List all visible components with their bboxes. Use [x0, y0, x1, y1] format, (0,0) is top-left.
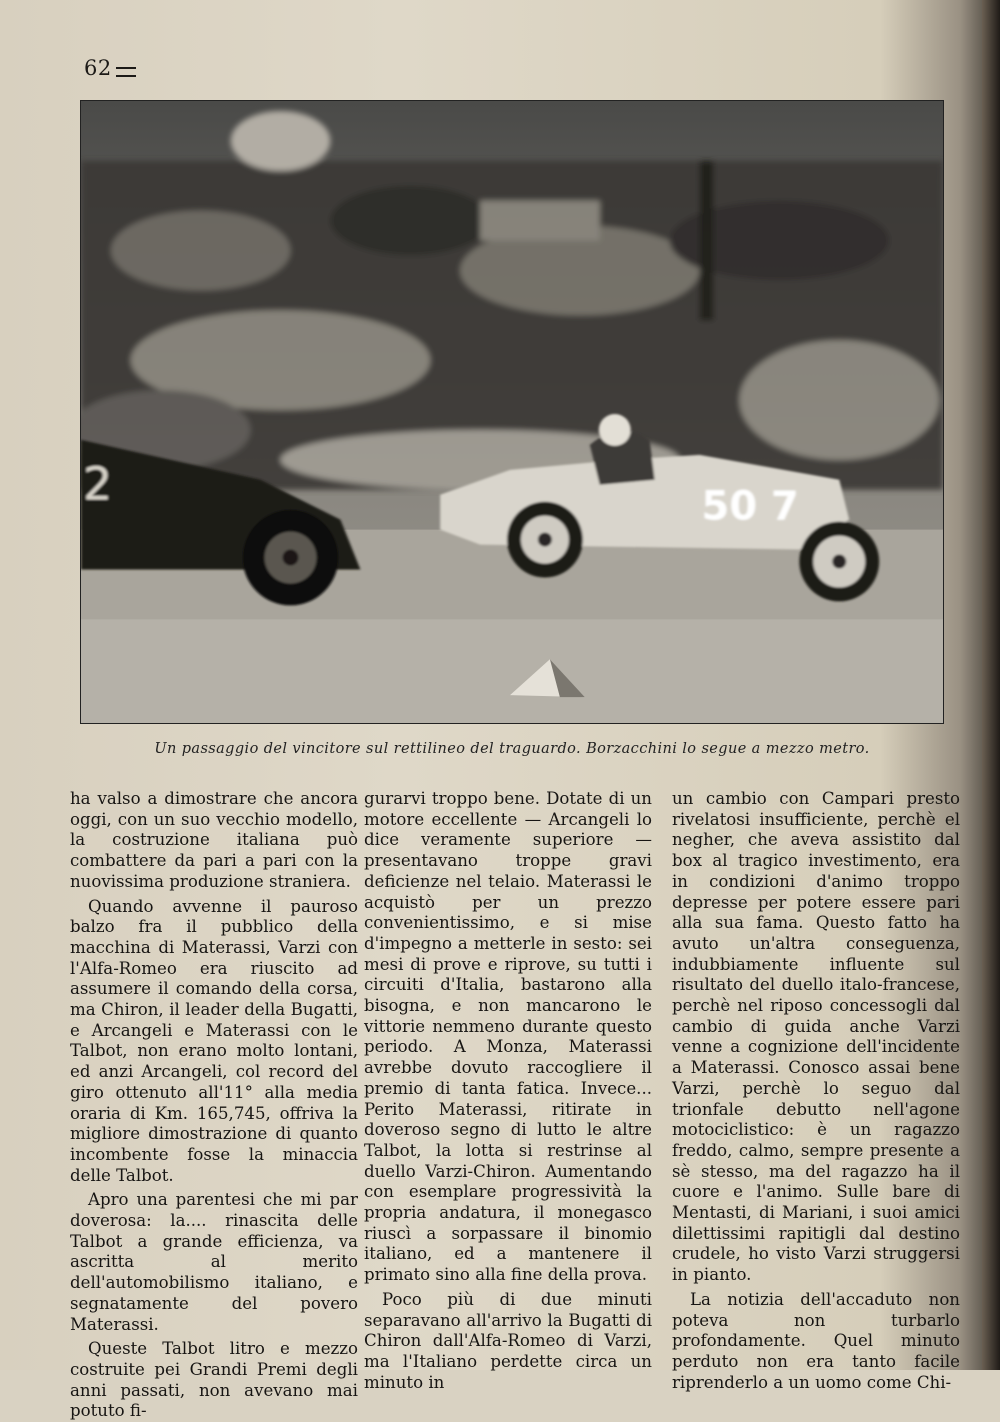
page-number: 62: [84, 56, 112, 80]
text-column-1: [70, 789, 358, 1422]
race-photo-image: [81, 101, 943, 723]
car-right-number: 50 7: [701, 483, 799, 530]
paragraph: Quando avvenne il pauroso balzo fra il pubblico della macchina di Materassi, Varzi con l'Alfa-Romeo era riuscito ad assumere il comando della corsa, ma Chiron, il leader della Bugatti, e Arcangeli e Materassi con le Talbot, non erano molto lontani, ed anzi Arcangeli, col record del giro ottenuto all'11° alla media oraria di Km. 165,745, offriva la migliore dimostrazione di quanto incombente fosse la minaccia delle Talbot.: [70, 896, 358, 1185]
page-number-rule: [116, 67, 136, 77]
paragraph: gurarvi troppo bene. Dotate di un motore eccellente — Arcangeli lo dice veramente superiore — presentavano troppe gravi deficienze nel telaio. Materassi le acquistò per un prezzo convenientissimo, e si mise d'impegno a metterle in sesto: sei mesi di prove e riprove, su tutti i circuiti d'Italia, bastarono alla bisogna, e non mancarono le vittorie nemmeno durante questo periodo. A Monza, Materassi avrebbe dovuto raccogliere il premio di tanta fatica. Invece... Perito Materassi, ritirate in doveroso segno di lutto le altre Talbot, la lotta si restrinse al duello Varzi-Chiron. Aumentando con esemplare progressività la propria andatura, il monegasco riuscì a sorpassare il binomio italiano, ed a mantenere il primato sino alla fine della prova.: [364, 789, 652, 1285]
paragraph: Apro una parentesi che mi par doverosa: la.... rinascita delle Talbot a grande efficienza, va ascritta al merito dell'automobilismo italiano, e segnatamente del povero Materassi.: [70, 1190, 358, 1334]
paragraph: Queste Talbot litro e mezzo costruite pei Grandi Premi degli anni passati, non avevano mai potuto fi-: [70, 1339, 358, 1421]
paragraph: La notizia dell'accaduto non poteva non turbarlo profondamente. Quel minuto perduto non era tanto facile riprenderlo a un uomo come Chi-: [672, 1289, 960, 1392]
paragraph: Poco più di due minuti separavano all'arrivo la Bugatti di Chiron dall'Alfa-Romeo di Varzi, ma l'Italiano perdette circa un minuto in: [364, 1289, 652, 1392]
text-column-2: [364, 789, 652, 1393]
race-photo: [80, 100, 944, 724]
paragraph: ha valso a dimostrare che ancora oggi, con un suo vecchio modello, la costruzione italiana può combattere da pari a pari con la nuovissima produzione straniera.: [70, 789, 358, 891]
photo-caption: Un passaggio del vincitore sul rettilineo del traguardo. Borzacchini lo segue a mezzo metro.: [154, 741, 870, 757]
paragraph: un cambio con Campari presto rivelatosi insufficiente, perchè el negher, che aveva assistito dal box al tragico investimento, era in condizioni d'animo troppo depresse per potere essere pari alla sua fama. Questo fatto ha avuto un'altra conseguenza, indubbiamente influente sul risultato del duello italo-francese, perchè nel riposo concessogli dal cambio di guida anche Varzi venne a cognizione dell'incidente a Materassi. Conosco assai bene Varzi, perchè lo seguo dal trionfale debutto nell'agone motociclistico: è un ragazzo freddo, calmo, sempre presente a sè stesso, ma del ragazzo ha il cuore e l'animo. Sulle bare di Mentasti, di Mariani, i suoi amici dilettissimi rapitigli dal destino crudele, ho visto Varzi struggersi in pianto.: [672, 789, 960, 1285]
book-spine-shadow: [982, 0, 1000, 1370]
text-column-3: [672, 789, 960, 1393]
car-left-number: 2: [82, 456, 113, 511]
